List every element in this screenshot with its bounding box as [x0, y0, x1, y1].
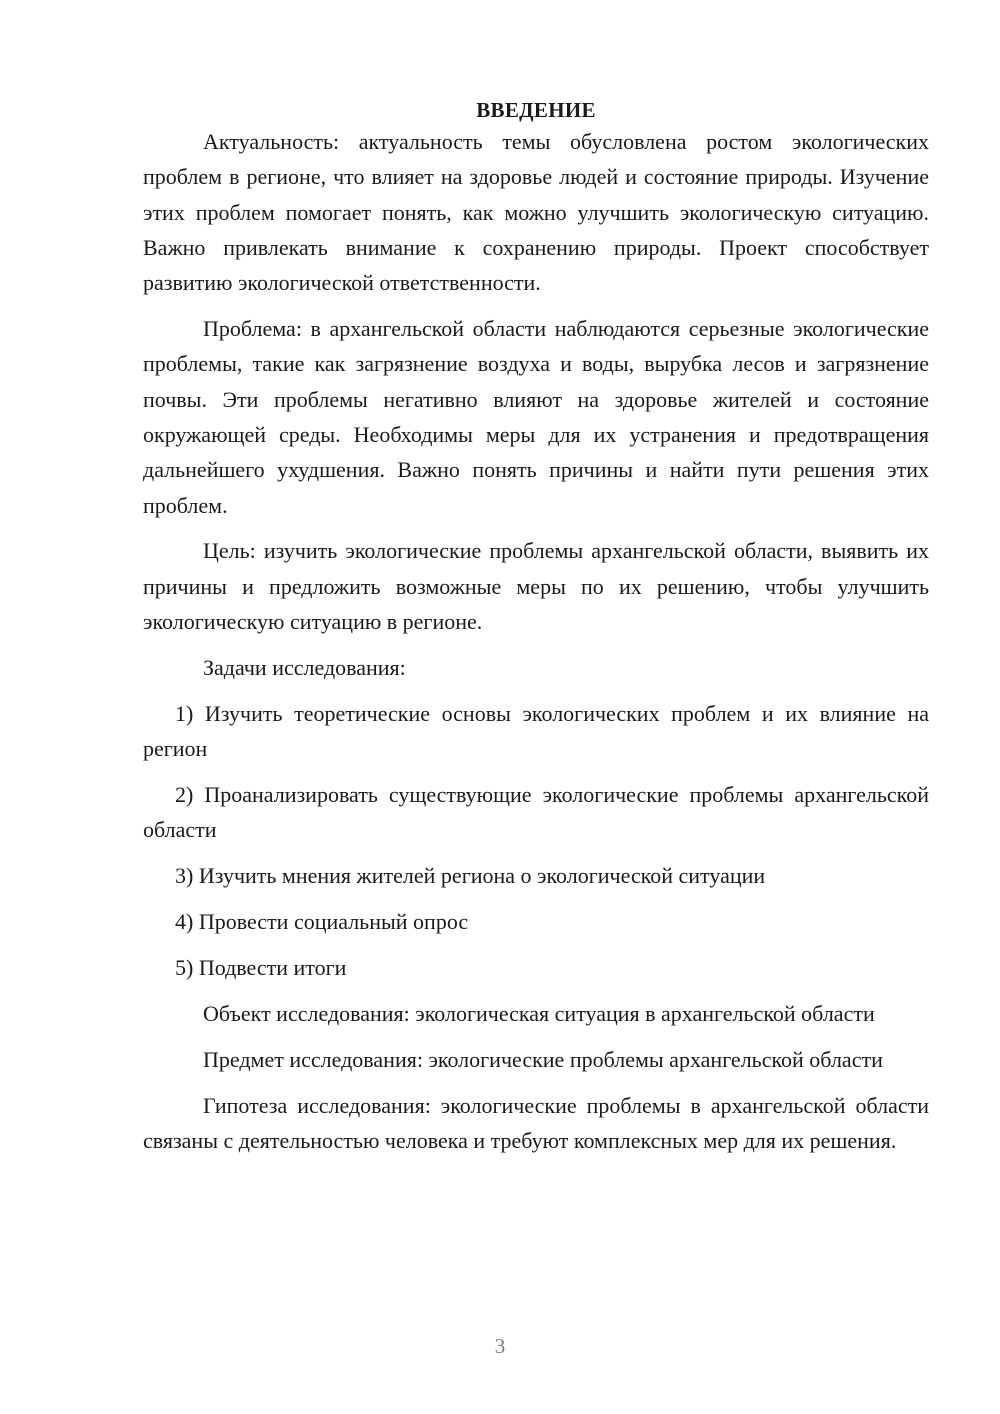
task-item-1: 1) Изучить теоретические основы экологических проблем и их влияние на регион: [143, 700, 929, 762]
paragraph-relevance: Актуальность: актуальность темы обусловлена ростом экологических проблем в регионе, что влияет на здоровье людей и состояние природы. Изучение этих проблем помогает понять, как можно улучшить экологическую ситуацию. Важно привлекать внимание к сохранению природы. Проект способствует развитию экологической ответственности.: [143, 129, 929, 296]
paragraph-subject: Предмет исследования: экологические проблемы архангельской области: [203, 1046, 883, 1072]
paragraph-goal: Цель: изучить экологические проблемы архангельской области, выявить их причины и предложить возможные меры по их решению, чтобы улучшить экологическую ситуацию в регионе.: [143, 538, 929, 635]
paragraph-object: Объект исследования: экологическая ситуация в архангельской области: [203, 1000, 875, 1026]
task-item-4: 4) Провести социальный опрос: [175, 909, 469, 935]
tasks-heading: Задачи исследования:: [203, 654, 406, 680]
task-item-2: 2) Проанализировать существующие экологические проблемы архангельской области: [143, 782, 929, 843]
document-title: ВВЕДЕНИЕ: [476, 98, 596, 122]
document-page: [143, 92, 929, 1158]
task-item-5: 5) Подвести итоги: [175, 954, 347, 980]
task-item-3: 3) Изучить мнения жителей региона о экологической ситуации: [175, 863, 766, 889]
paragraph-hypothesis: Гипотеза исследования: экологические проблемы в архангельской области связаны с деятельностью человека и требуют комплексных мер для их решения.: [143, 1092, 929, 1153]
page-number: 3: [494, 1334, 506, 1358]
paragraph-problem: Проблема: в архангельской области наблюдаются серьезные экологические проблемы, такие как загрязнение воздуха и воды, вырубка лесов и загрязнение почвы. Эти проблемы негативно влияют на здоровье жителей и состояние окружающей среды. Необходимы меры для их устранения и предотвращения дальнейшего ухудшения. Важно понять причины и найти пути решения этих проблем.: [143, 316, 929, 518]
